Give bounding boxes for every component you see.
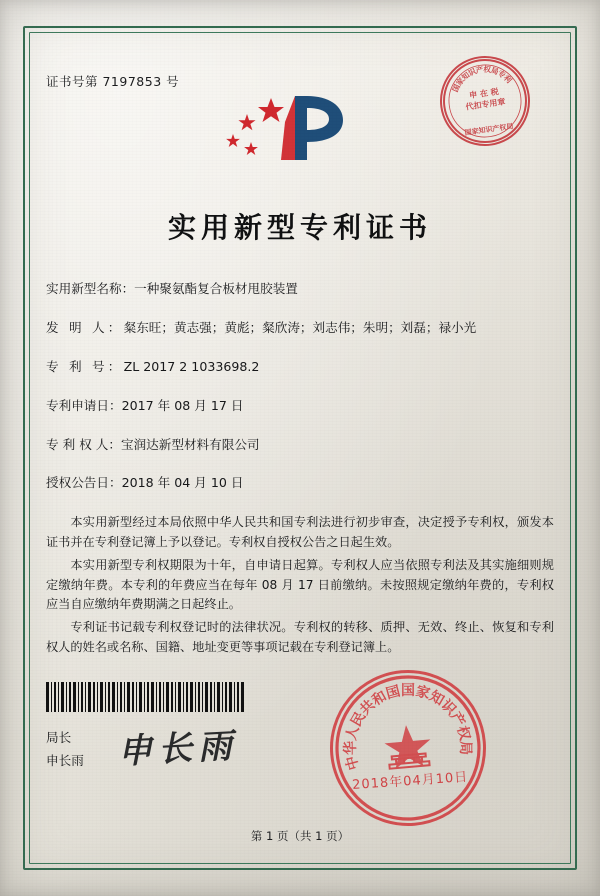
svg-text:利: 利 xyxy=(501,73,514,85)
certificate-body-text xyxy=(46,513,554,657)
field-patent-number xyxy=(46,358,554,377)
value-utility-model-name: 一种聚氨酯复合板材甩胶装置 xyxy=(134,281,298,296)
body-paragraph-3: 专利证书记载专利权登记时的法律状况。专利权的转移、质押、无效、终止、恢复和专利权人的姓名或名称、国籍、地址变更等事项记载在专利登记簿上。 xyxy=(46,620,554,654)
signature-block xyxy=(46,726,554,773)
value-patentee: 宝润达新型材料有限公司 xyxy=(120,436,260,452)
cnipa-logo xyxy=(225,92,375,164)
svg-text:家: 家 xyxy=(454,75,467,88)
seal-date-stamp: 2018年04月10日 xyxy=(351,769,469,794)
svg-text:代扣专用章: 代扣专用章 xyxy=(464,96,506,112)
svg-text:产: 产 xyxy=(446,709,468,730)
label-utility-model-name: 实用新型名称： xyxy=(46,281,135,296)
director-name: 申长雨 xyxy=(46,753,84,768)
value-inventors: 粲东旺；黄志强；黄彪；粲欣涛；刘志伟；朱明；刘磊；禄小光 xyxy=(123,319,477,335)
label-inventors: 发 明 人： xyxy=(46,319,124,335)
field-grant-announcement-date xyxy=(46,474,554,493)
svg-text:申 在 税: 申 在 税 xyxy=(468,86,500,101)
director-handwritten-signature: 申长雨 xyxy=(117,725,239,772)
svg-text:民: 民 xyxy=(348,709,370,730)
page-title: 实用新型专利证书 xyxy=(167,211,432,244)
body-paragraph-1: 本实用新型经过本局依照中华人民共和国专利法进行初步审查，决定授予专利权，颁发本证书并在专利登记簿上予以登记。专利权自授权公告之日起生效。 xyxy=(46,515,554,550)
certificate-content xyxy=(46,56,554,850)
svg-text:局: 局 xyxy=(489,65,500,77)
svg-text:和: 和 xyxy=(369,688,390,710)
svg-text:人: 人 xyxy=(343,724,363,743)
svg-text:知: 知 xyxy=(426,688,447,710)
label-grant-announcement-date: 授权公告日： xyxy=(46,475,122,491)
svg-text:家: 家 xyxy=(413,683,432,703)
body-paragraph-2: 本实用新型专利权期限为十年，自申请日起算。专利权人应当依照专利法及其实施细则规定缴纳年费。本专利的年费应当在每年 08 月 17 日前缴纳。未按照规定缴纳年费的，专利权应当自应缴纳年费期满之日起终止。 xyxy=(46,557,554,612)
svg-text:国家知识产权局: 国家知识产权局 xyxy=(464,121,514,138)
value-patent-number: ZL 2017 2 1033698.2 xyxy=(123,358,260,374)
svg-text:识: 识 xyxy=(466,66,478,78)
label-patent-number: 专 利 号： xyxy=(46,358,124,374)
page-number-footer: 第 1 页（共 1 页） xyxy=(250,829,350,843)
svg-text:中: 中 xyxy=(343,753,363,772)
svg-text:专: 专 xyxy=(496,68,508,81)
field-utility-model-name xyxy=(46,280,554,299)
svg-text:华: 华 xyxy=(343,741,359,755)
svg-text:国: 国 xyxy=(450,82,462,94)
certificate-fields xyxy=(46,280,554,493)
svg-text:国: 国 xyxy=(384,683,403,703)
certificate-serial-number: 证书号第 7197853 号 xyxy=(46,74,180,89)
svg-text:局: 局 xyxy=(457,741,473,755)
label-patentee: 专 利 权 人： xyxy=(46,436,121,452)
value-application-date: 2017 年 08 月 17 日 xyxy=(121,397,244,413)
svg-text:知: 知 xyxy=(459,70,472,83)
value-grant-announcement-date: 2018 年 04 月 10 日 xyxy=(121,475,244,491)
svg-text:国: 国 xyxy=(401,683,415,699)
document-barcode xyxy=(46,682,246,712)
svg-text:产: 产 xyxy=(475,64,485,76)
svg-text:共: 共 xyxy=(357,697,379,719)
svg-text:权: 权 xyxy=(483,64,492,75)
field-inventors xyxy=(46,319,554,338)
svg-text:识: 识 xyxy=(437,697,459,719)
director-label: 局长 xyxy=(46,729,72,745)
field-application-date xyxy=(46,397,554,416)
label-application-date: 专利申请日： xyxy=(46,397,122,413)
svg-text:权: 权 xyxy=(453,724,473,743)
field-patentee xyxy=(46,436,554,455)
